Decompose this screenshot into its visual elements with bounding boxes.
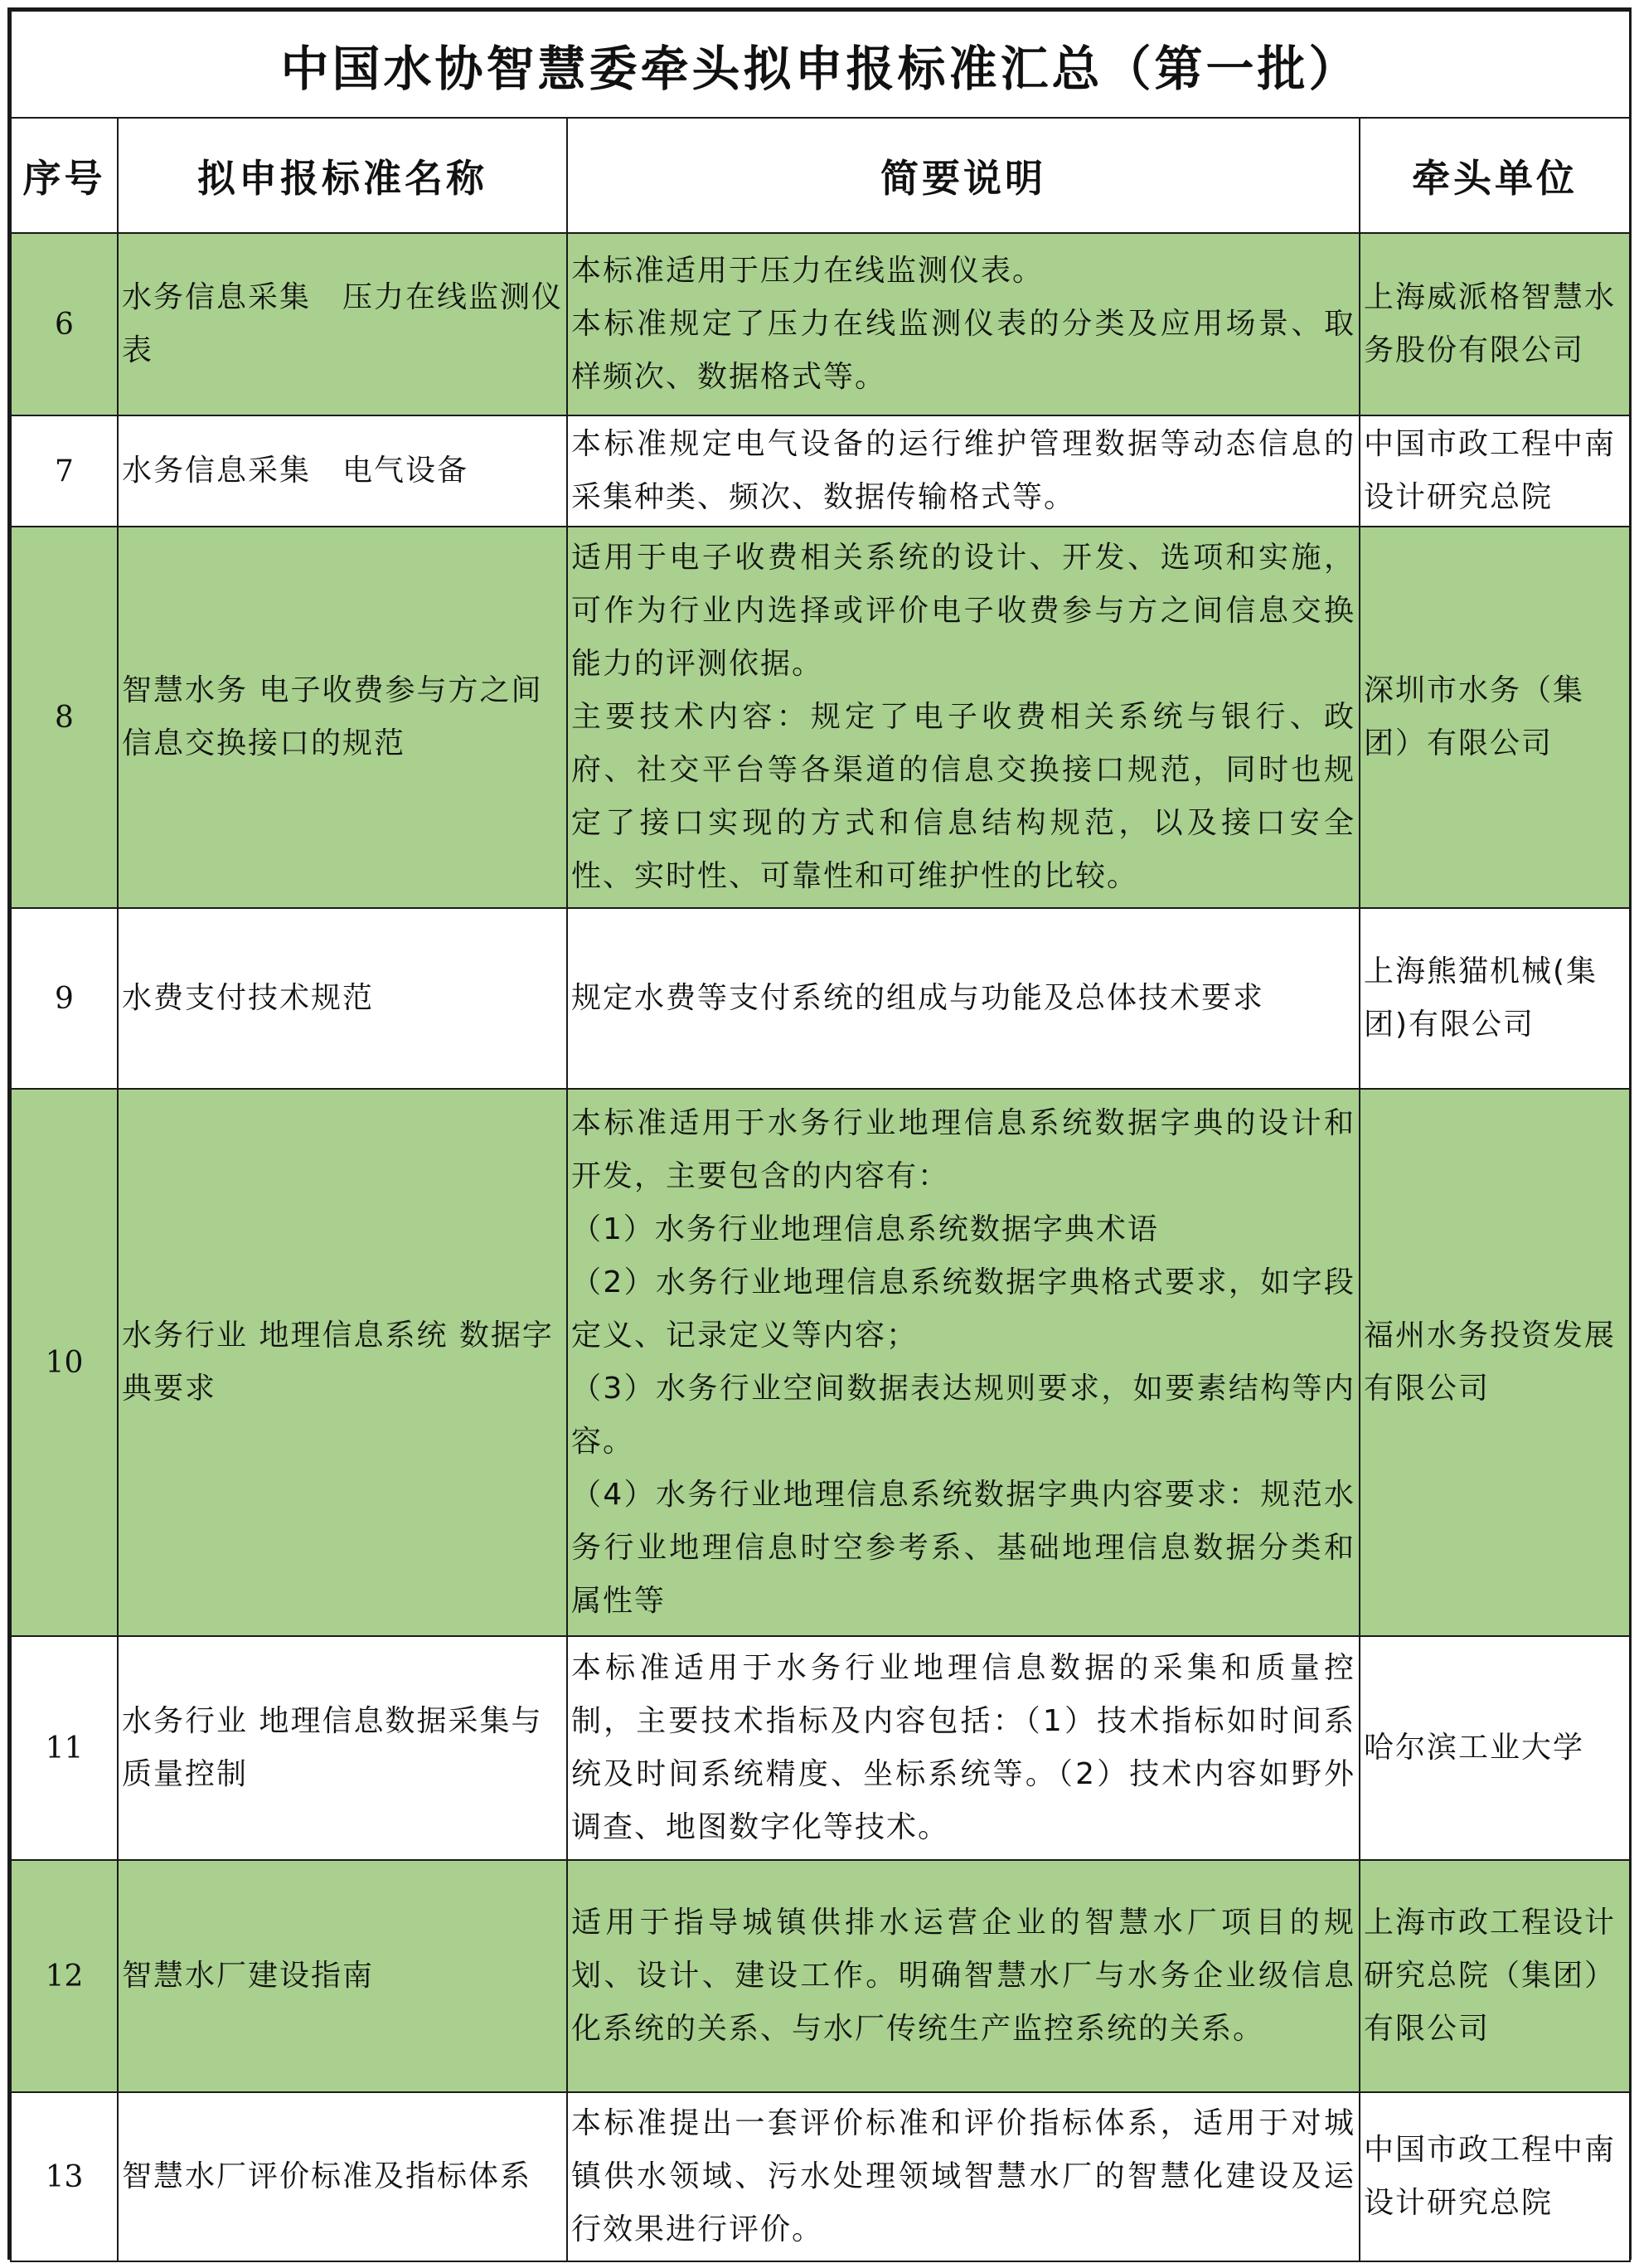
row-index: 8: [11, 527, 118, 908]
standard-name: 水务信息采集 电气设备: [118, 415, 567, 527]
standard-description: [567, 233, 1360, 415]
standard-name: 智慧水厂建设指南: [118, 1860, 567, 2092]
description-line: 规定水费等支付系统的组成与功能及总体技术要求: [571, 981, 1265, 1015]
standard-name: 水费支付技术规范: [118, 908, 567, 1089]
standard-name: 智慧水务 电子收费参与方之间信息交换接口的规范: [118, 527, 567, 908]
standard-name: 水务信息采集 压力在线监测仪表: [118, 233, 567, 415]
description-line: 本标准适用于水务行业地理信息系统数据字典的设计和开发，主要包含的内容有：: [571, 1106, 1355, 1193]
standard-description: [567, 2092, 1360, 2261]
standards-table: [10, 10, 1631, 2262]
table-row: [11, 1636, 1630, 1860]
lead-organization: 上海熊猫机械(集团)有限公司: [1360, 908, 1630, 1089]
table-row: [11, 233, 1630, 415]
row-index: 7: [11, 415, 118, 527]
row-index: 12: [11, 1860, 118, 2092]
description-line: 本标准提出一套评价标准和评价指标体系，适用于对城镇供水领域、污水处理领域智慧水厂的智慧化建设及运行效果进行评价。: [571, 2106, 1355, 2246]
description-line: 本标准规定电气设备的运行维护管理数据等动态信息的采集种类、频次、数据传输格式等。: [571, 427, 1355, 514]
standard-description: [567, 1860, 1360, 2092]
row-index: 9: [11, 908, 118, 1089]
table-header-row: [11, 118, 1630, 233]
column-header-index: 序号: [11, 118, 118, 233]
standard-description: [567, 1636, 1360, 1860]
lead-organization: 上海威派格智慧水务股份有限公司: [1360, 233, 1630, 415]
standard-name: 水务行业 地理信息系统 数据字典要求: [118, 1089, 567, 1636]
column-header-organization: 牵头单位: [1360, 118, 1630, 233]
page-title: 中国水协智慧委牵头拟申报标准汇总（第一批）: [11, 11, 1630, 118]
description-line: （1）水务行业地理信息系统数据字典术语: [571, 1212, 1159, 1246]
lead-organization: 中国市政工程中南设计研究总院: [1360, 2092, 1630, 2261]
table-row: [11, 2092, 1630, 2261]
description-line: 适用于指导城镇供排水运营企业的智慧水厂项目的规划、设计、建设工作。明确智慧水厂与水务企业级信息化系统的关系、与水厂传统生产监控系统的关系。: [571, 1906, 1355, 2046]
standard-name: 水务行业 地理信息数据采集与质量控制: [118, 1636, 567, 1860]
table-row: [11, 1860, 1630, 2092]
table-row: [11, 1089, 1630, 1636]
lead-organization: 深圳市水务（集团）有限公司: [1360, 527, 1630, 908]
column-header-description: 简要说明: [567, 118, 1360, 233]
column-header-name: 拟申报标准名称: [118, 118, 567, 233]
lead-organization: 上海市政工程设计研究总院（集团）有限公司: [1360, 1860, 1630, 2092]
row-index: 10: [11, 1089, 118, 1636]
lead-organization: 哈尔滨工业大学: [1360, 1636, 1630, 1860]
description-line: （3）水务行业空间数据表达规则要求，如要素结构等内容。: [571, 1372, 1355, 1459]
lead-organization: 福州水务投资发展有限公司: [1360, 1089, 1630, 1636]
row-index: 13: [11, 2092, 118, 2261]
row-index: 6: [11, 233, 118, 415]
table-row: [11, 415, 1630, 527]
standard-description: [567, 908, 1360, 1089]
table-row: [11, 908, 1630, 1089]
standard-name: 智慧水厂评价标准及指标体系: [118, 2092, 567, 2261]
standard-description: [567, 415, 1360, 527]
description-line: 主要技术内容：规定了电子收费相关系统与银行、政府、社交平台等各渠道的信息交换接口规范，同时也规定了接口实现的方式和信息结构规范，以及接口安全性、实时性、可靠性和可维护性的比较。: [571, 700, 1355, 893]
row-index: 11: [11, 1636, 118, 1860]
description-line: （2）水务行业地理信息系统数据字典格式要求，如字段定义、记录定义等内容；: [571, 1265, 1355, 1353]
table-row: [11, 527, 1630, 908]
standard-description: [567, 527, 1360, 908]
description-line: 适用于电子收费相关系统的设计、开发、选项和实施，可作为行业内选择或评价电子收费参与方之间信息交换能力的评测依据。: [571, 541, 1355, 681]
description-line: 本标准规定了压力在线监测仪表的分类及应用场景、取样频次、数据格式等。: [571, 307, 1355, 394]
lead-organization: 中国市政工程中南设计研究总院: [1360, 415, 1630, 527]
description-line: 本标准适用于压力在线监测仪表。: [571, 254, 1045, 288]
description-line: 本标准适用于水务行业地理信息数据的采集和质量控制，主要技术指标及内容包括：（1）技术指标如时间系统及时间系统精度、坐标系统等。（2）技术内容如野外调查、地图数字化等技术。: [571, 1651, 1355, 1844]
standards-summary-sheet: [7, 7, 1632, 2260]
standard-description: [567, 1089, 1360, 1636]
description-line: （4）水务行业地理信息系统数据字典内容要求：规范水务行业地理信息时空参考系、基础地理信息数据分类和属性等: [571, 1478, 1355, 1618]
